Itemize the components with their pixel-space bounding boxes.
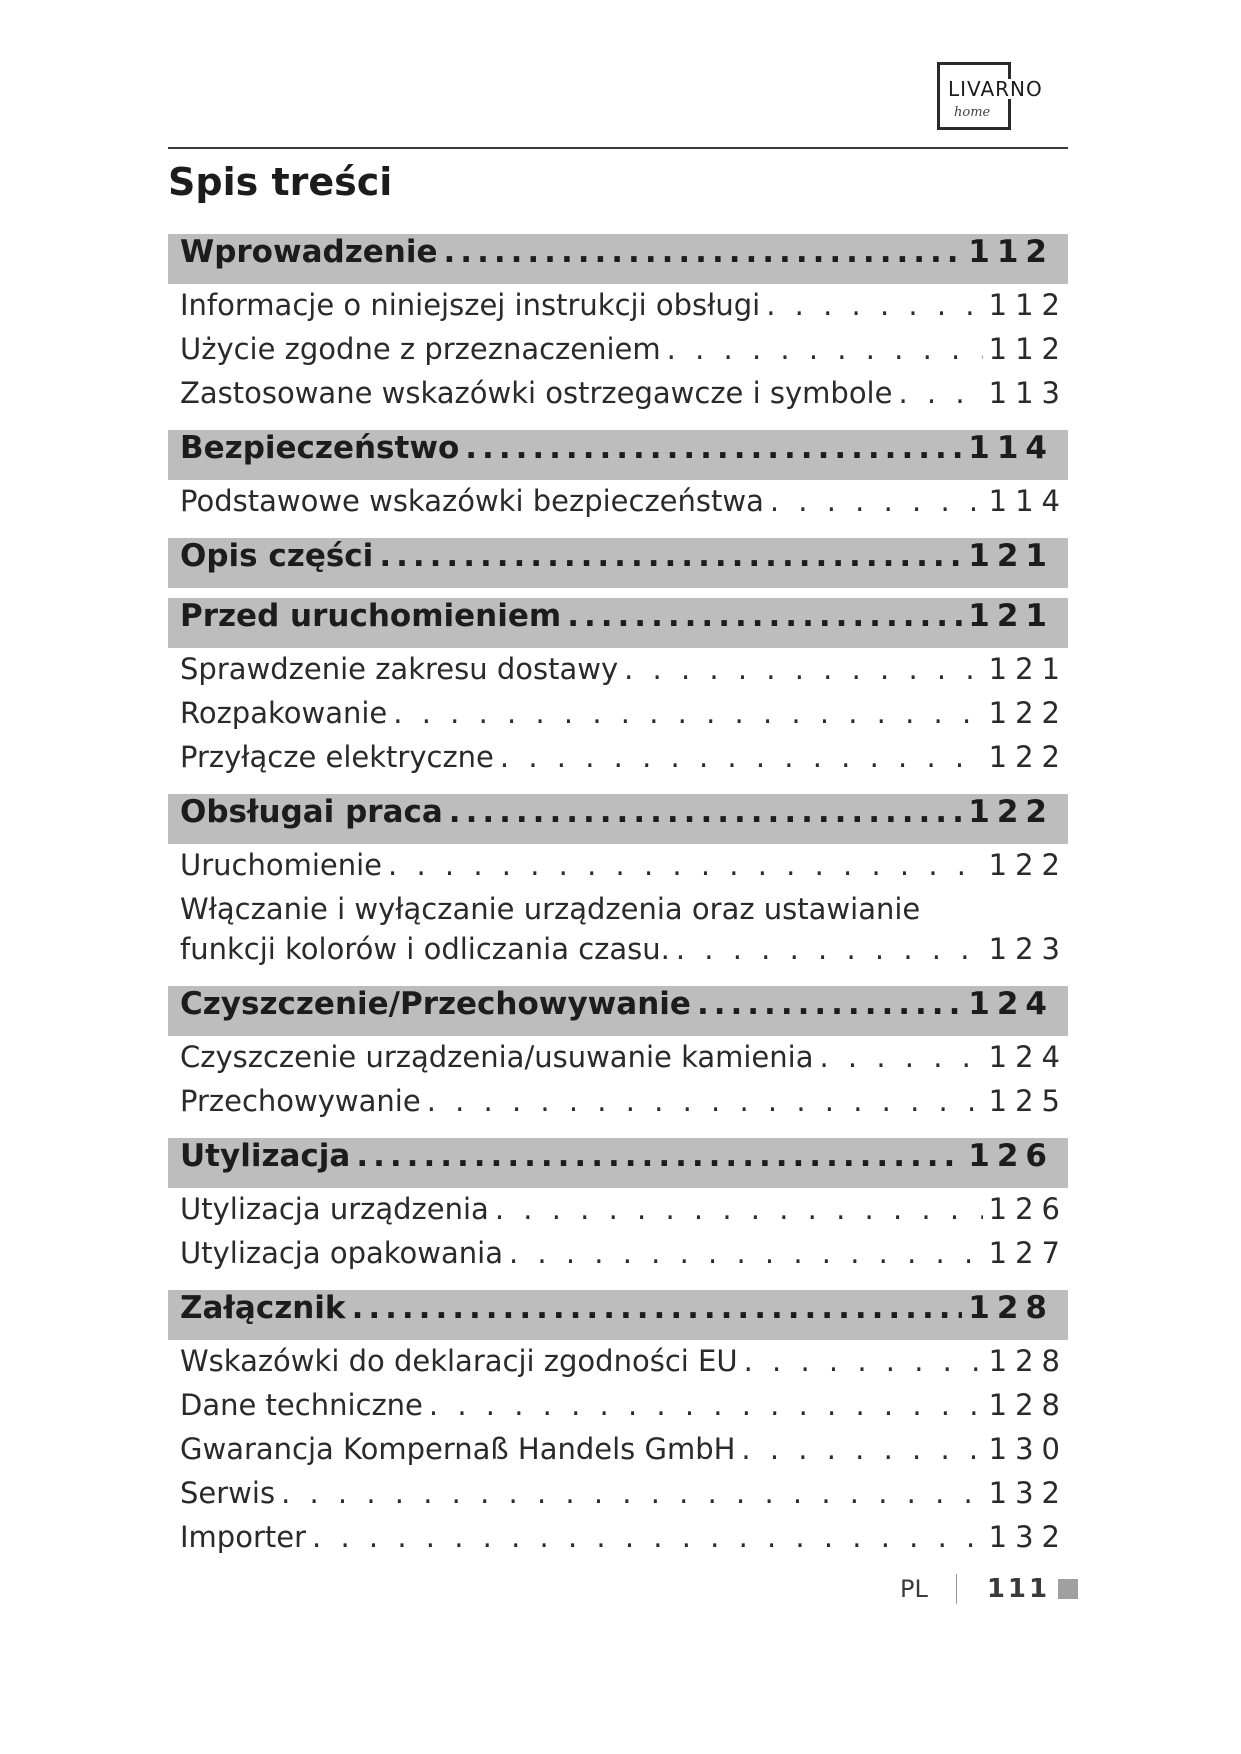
toc-entry[interactable] <box>168 652 1068 696</box>
entry-page-number: 128 <box>988 1344 1068 1378</box>
section-title: Utylizacja <box>180 1138 351 1174</box>
toc-section <box>168 430 1088 528</box>
entry-title-continued: funkcji kolorów i odliczania czasu. <box>180 932 670 966</box>
toc-entry[interactable] <box>168 1344 1068 1388</box>
toc-entry[interactable] <box>168 484 1068 528</box>
section-page-number: 124 <box>968 986 1054 1022</box>
leader-dots <box>509 1236 983 1270</box>
leader-dots <box>281 1476 983 1510</box>
leader-dots <box>667 332 983 366</box>
entry-page-number: 112 <box>988 332 1068 366</box>
toc-entry[interactable] <box>168 1236 1068 1280</box>
entry-title: Podstawowe wskazówki bezpieczeństwa <box>180 484 764 518</box>
entry-title: Czyszczenie urządzenia/usuwanie kamienia <box>180 1040 814 1074</box>
toc-section-heading[interactable] <box>168 1290 1068 1340</box>
section-title: Czyszczenie/Przechowywanie <box>180 986 691 1022</box>
toc-entry[interactable] <box>168 1520 1068 1564</box>
entry-page-number: 126 <box>988 1192 1068 1226</box>
toc-section-heading[interactable] <box>168 538 1068 588</box>
entry-page-number: 123 <box>988 932 1068 966</box>
toc-entry[interactable] <box>168 848 1068 892</box>
toc-section <box>168 234 1088 420</box>
section-page-number: 112 <box>968 234 1054 270</box>
brand-name: LIVARNO <box>948 79 1047 99</box>
section-title: Przed uruchomieniem <box>180 598 562 634</box>
section-title: Załącznik <box>180 1290 346 1326</box>
toc-section-heading[interactable] <box>168 430 1068 480</box>
toc-entry[interactable] <box>168 1388 1068 1432</box>
leader-dots <box>312 1520 983 1554</box>
entry-title: Uruchomienie <box>180 848 383 882</box>
toc-section-heading[interactable] <box>168 234 1068 284</box>
leader-dots <box>624 652 983 686</box>
leader-dots <box>676 932 983 966</box>
entry-page-number: 132 <box>988 1476 1068 1510</box>
entry-page-number: 128 <box>988 1388 1068 1422</box>
leader-dots <box>819 1040 982 1074</box>
entry-title: Użycie zgodne z przeznaczeniem <box>180 332 661 366</box>
entry-title: Gwarancja Kompernaß Handels GmbH <box>180 1432 736 1466</box>
brand-sub: home <box>954 105 991 120</box>
page-footer <box>900 1574 1078 1604</box>
entry-title: Dane techniczne <box>180 1388 423 1422</box>
entry-title: Utylizacja urządzenia <box>180 1192 489 1226</box>
entry-title: Włączanie i wyłączanie urządzenia oraz ustawianie <box>180 892 921 926</box>
entry-title: Przyłącze elektryczne <box>180 740 494 774</box>
toc-entry[interactable] <box>168 376 1068 420</box>
leader-dots <box>567 598 962 634</box>
page-title: Spis treści <box>168 160 393 204</box>
leader-dots <box>388 848 983 882</box>
entry-title: Sprawdzenie zakresu dostawy <box>180 652 619 686</box>
page-number: 111 <box>986 1574 1051 1604</box>
leader-dots <box>356 1138 962 1174</box>
section-page-number: 128 <box>968 1290 1054 1326</box>
leader-dots <box>697 986 962 1022</box>
entry-page-number: 132 <box>988 1520 1068 1554</box>
leader-dots <box>770 484 983 518</box>
entry-page-number: 127 <box>988 1236 1068 1270</box>
toc-entry[interactable] <box>168 892 1068 932</box>
section-page-number: 121 <box>968 598 1054 634</box>
toc-section <box>168 598 1088 784</box>
leader-dots <box>495 1192 983 1226</box>
toc-entry[interactable] <box>168 1084 1068 1128</box>
entry-title: Importer <box>180 1520 307 1554</box>
leader-dots <box>744 1344 983 1378</box>
entry-page-number: 113 <box>988 376 1068 410</box>
section-title: Wprowadzenie <box>180 234 438 270</box>
toc-section-heading[interactable] <box>168 1138 1068 1188</box>
entry-page-number: 112 <box>988 288 1068 322</box>
toc-section-heading[interactable] <box>168 598 1068 648</box>
toc-section-heading[interactable] <box>168 986 1068 1036</box>
leader-dots <box>898 376 982 410</box>
toc-section <box>168 538 1088 588</box>
section-page-number: 114 <box>968 430 1054 466</box>
toc-entry[interactable] <box>168 696 1068 740</box>
entry-page-number: 122 <box>988 696 1068 730</box>
entry-title: Serwis <box>180 1476 276 1510</box>
footer-divider <box>956 1574 957 1604</box>
entry-title: Utylizacja opakowania <box>180 1236 503 1270</box>
toc-section <box>168 1138 1088 1280</box>
toc-section <box>168 986 1088 1128</box>
section-page-number: 126 <box>968 1138 1054 1174</box>
entry-page-number: 124 <box>988 1040 1068 1074</box>
section-title: Obsługai praca <box>180 794 443 830</box>
leader-dots <box>352 1290 963 1326</box>
entry-page-number: 130 <box>988 1432 1068 1466</box>
section-title: Opis części <box>180 538 374 574</box>
toc-section-heading[interactable] <box>168 794 1068 844</box>
toc-entry[interactable] <box>168 1432 1068 1476</box>
leader-dots <box>379 538 962 574</box>
toc-entry-continuation[interactable] <box>168 932 1068 976</box>
leader-dots <box>465 430 962 466</box>
entry-page-number: 121 <box>988 652 1068 686</box>
toc-entry[interactable] <box>168 1040 1068 1084</box>
leader-dots <box>444 234 963 270</box>
leader-dots <box>449 794 962 830</box>
toc-entry[interactable] <box>168 332 1068 376</box>
leader-dots <box>741 1432 982 1466</box>
section-title: Bezpieczeństwo <box>180 430 460 466</box>
entry-page-number: 114 <box>988 484 1068 518</box>
entry-page-number: 122 <box>988 740 1068 774</box>
leader-dots <box>500 740 983 774</box>
header-rule <box>168 147 1068 149</box>
section-page-number: 121 <box>968 538 1054 574</box>
leader-dots <box>427 1084 983 1118</box>
entry-title: Przechowywanie <box>180 1084 421 1118</box>
entry-page-number: 125 <box>988 1084 1068 1118</box>
square-icon <box>1058 1579 1078 1599</box>
leader-dots <box>393 696 982 730</box>
entry-title: Rozpakowanie <box>180 696 388 730</box>
brand-logo <box>937 62 1043 130</box>
leader-dots <box>429 1388 983 1422</box>
toc-section <box>168 794 1088 976</box>
toc-entry[interactable] <box>168 1192 1068 1236</box>
language-code: PL <box>900 1575 928 1603</box>
table-of-contents <box>168 234 1088 1574</box>
entry-title: Zastosowane wskazówki ostrzegawcze i symbole <box>180 376 893 410</box>
section-page-number: 122 <box>968 794 1054 830</box>
toc-entry[interactable] <box>168 288 1068 332</box>
entry-title: Wskazówki do deklaracji zgodności EU <box>180 1344 738 1378</box>
entry-title: Informacje o niniejszej instrukcji obsługi <box>180 288 761 322</box>
toc-section <box>168 1290 1088 1564</box>
toc-entry[interactable] <box>168 1476 1068 1520</box>
entry-page-number: 122 <box>988 848 1068 882</box>
leader-dots <box>766 288 982 322</box>
toc-entry[interactable] <box>168 740 1068 784</box>
